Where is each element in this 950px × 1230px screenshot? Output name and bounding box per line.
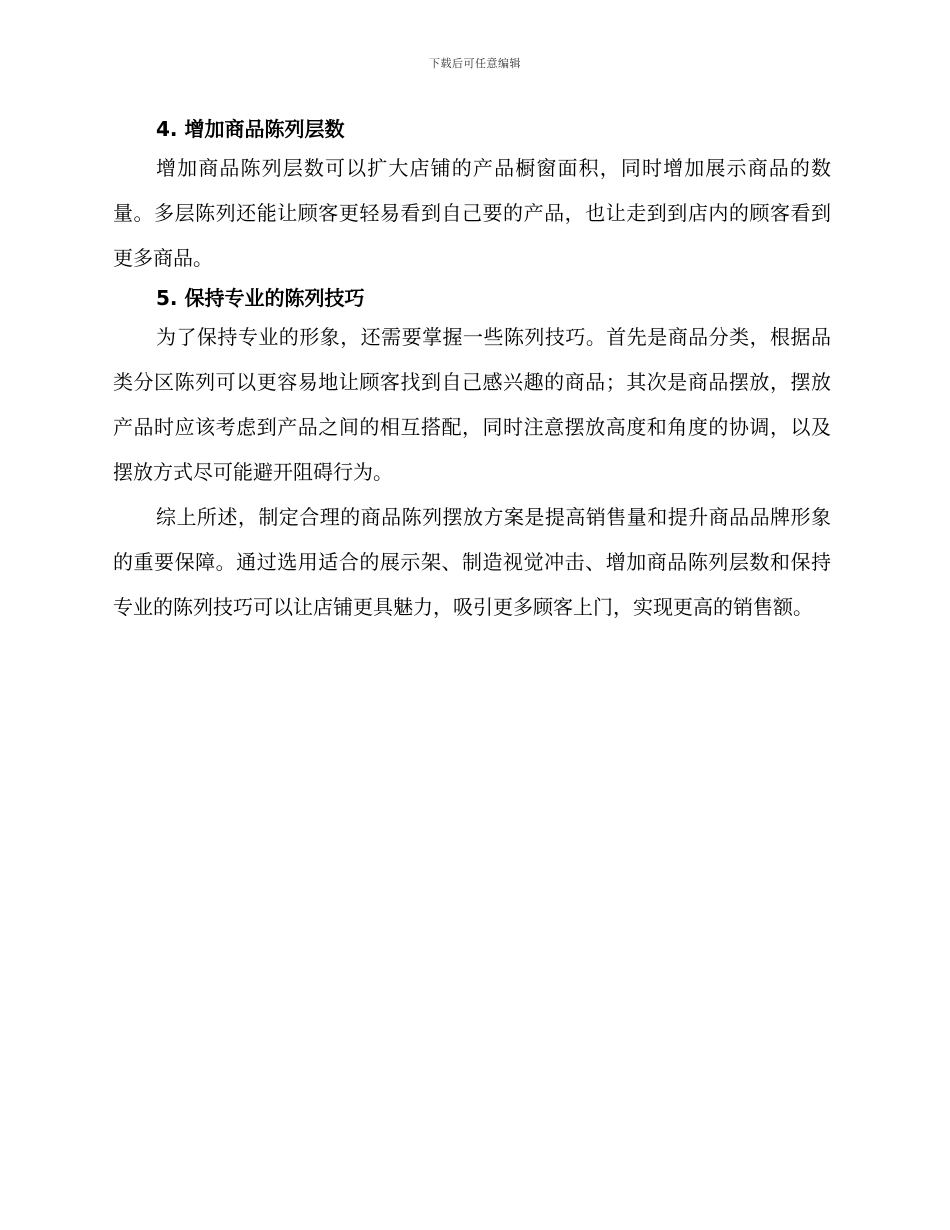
summary-paragraph: 综上所述，制定合理的商品陈列摆放方案是提高销售量和提升商品品牌形象的重要保障。通过选用适合的展示架、制造视觉冲击、增加商品陈列层数和保持专业的陈列技巧可以让店铺更具魅力，吸引更多顾客上门，实现更高的销售额。 bbox=[113, 505, 831, 619]
document-body bbox=[113, 112, 831, 630]
section-heading-5: 5. 保持专业的陈列技巧 bbox=[156, 286, 365, 310]
header-note: 下载后可任意编辑 bbox=[429, 57, 521, 70]
section-paragraph-4: 增加商品陈列层数可以扩大店铺的产品橱窗面积，同时增加展示商品的数量。多层陈列还能让顾客更轻易看到自己要的产品，也让走到到店内的顾客看到更多商品。 bbox=[113, 156, 831, 270]
section-heading-4: 4. 增加商品陈列层数 bbox=[156, 117, 345, 141]
section-paragraph-5: 为了保持专业的形象，还需要掌握一些陈列技巧。首先是商品分类，根据品类分区陈列可以更容易地让顾客找到自己感兴趣的商品；其次是商品摆放，摆放产品时应该考虑到产品之间的相互搭配，同时注意摆放高度和角度的协调，以及摆放方式尽可能避开阻碍行为。 bbox=[113, 325, 831, 484]
